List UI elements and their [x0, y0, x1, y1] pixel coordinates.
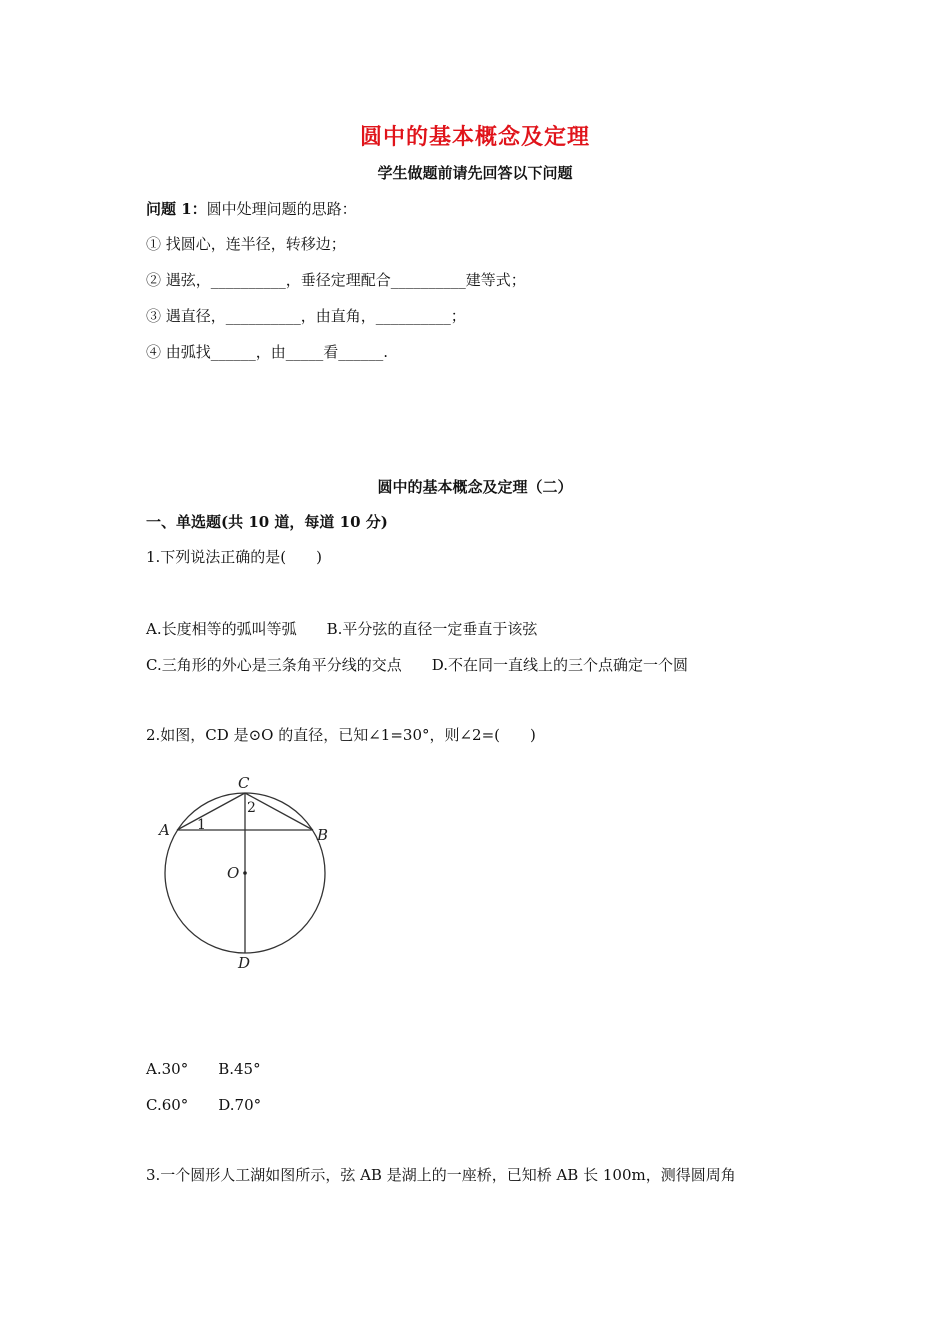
q1-options-row-2: C.三角形的外心是三条角平分线的交点 D.不在同一直线上的三个点确定一个圆 — [146, 656, 688, 674]
question-1-line-4: ④ 由弧找______，由_____看______. — [146, 343, 389, 361]
label-angle-2: 2 — [247, 800, 256, 816]
page-subtitle: 学生做题前请先回答以下问题 — [377, 164, 573, 182]
q2-options-row-2: C.60° D.70° — [146, 1096, 262, 1114]
page-title: 圆中的基本概念及定理 — [359, 124, 590, 150]
label-c: C — [238, 774, 250, 792]
question-1-line-2: ② 遇弦，__________，垂径定理配合__________建等式； — [146, 271, 526, 289]
q2-options-row-1: A.30° B.45° — [146, 1060, 261, 1078]
label-b: B — [317, 826, 329, 844]
center-point — [243, 871, 247, 875]
q2-stem: 2.如图，CD 是⊙O 的直径，已知∠1=30°，则∠2=( ) — [146, 726, 536, 744]
q1-options-row-1: A.长度相等的弧叫等弧 B.平分弦的直径一定垂直于该弦 — [146, 620, 538, 638]
section-title: 圆中的基本概念及定理（二） — [377, 478, 573, 496]
label-a: A — [159, 821, 170, 839]
question-1-text: 圆中处理问题的思路： — [206, 200, 357, 218]
question-1-heading — [146, 198, 357, 219]
question-1-line-1: ① 找圆心，连半径，转移边； — [146, 235, 346, 253]
label-angle-1: 1 — [197, 817, 206, 833]
section-heading: 一、单选题(共 10 道，每道 10 分) — [146, 513, 388, 531]
question-1-line-3: ③ 遇直径，__________，由直角，__________； — [146, 307, 466, 325]
circle-diagram — [150, 770, 350, 970]
question-1-label: 问题 1： — [146, 200, 207, 218]
q3-stem: 3.一个圆形人工湖如图所示，弦 AB 是湖上的一座桥，已知桥 AB 长 100m，测得圆周角 — [146, 1166, 736, 1184]
label-o: O — [227, 864, 240, 882]
q1-stem: 1.下列说法正确的是( ) — [146, 548, 323, 566]
chord-ac — [177, 793, 245, 830]
label-d: D — [238, 954, 251, 970]
